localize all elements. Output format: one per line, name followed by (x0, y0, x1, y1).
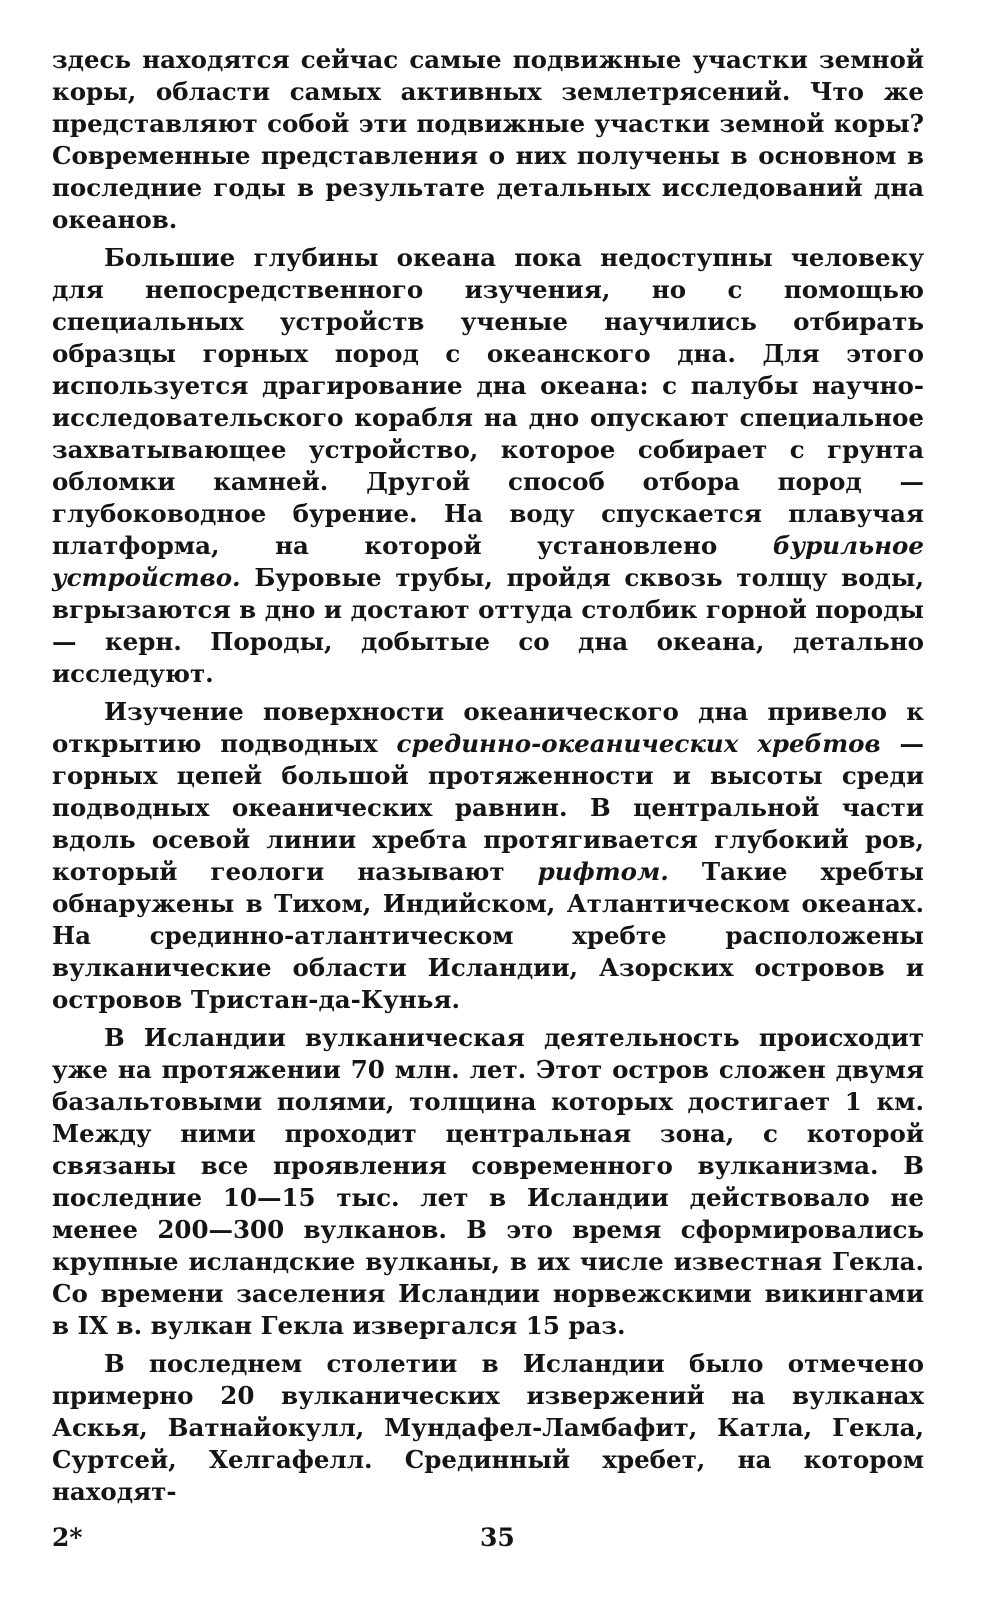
paragraph-5 (52, 1348, 924, 1508)
text-run: — горных цепей большой протяженности и высоты среди подводных океанических равнин. В центральной части вдоль осевой линии хребта протягивается глубокий ров, который геологи называют (52, 729, 924, 886)
paragraph-3 (52, 696, 924, 1016)
italic-term: рифтом. (537, 857, 669, 886)
text-run: Такие хребты обнаружены в Тихом, Индийском, Атлантическом океанах. На срединно-атлантическом хребте расположены вулканические области Исландии, Азорских островов и островов Тристан-да-Кунья. (52, 857, 924, 1014)
text-run: Большие глубины океана пока недоступны человеку для непосредственного изучения, но с помощью специальных устройств ученые научились отбирать образцы горных пород с океанского дна. Для этого используется драгирование дна океана: с палубы научно-исследовательского корабля на дно опускают специальное захватывающее устройство, которое собирает с грунта обломки камней. Другой способ отбора пород — глубоководное бурение. На воду спускается плавучая платформа, на которой установлено (52, 243, 924, 560)
text-run: здесь находятся сейчас самые подвижные участки земной коры, области самых активных землетрясений. Что же представляют собой эти подвижные участки земной коры? Современные представления о них получены в основном в последние годы в результате детальных исследований дна океанов. (52, 45, 924, 234)
italic-term: срединно-океанических хребтов (396, 729, 881, 758)
paragraph-1 (52, 44, 924, 236)
printer-signature-mark: 2* (52, 1523, 83, 1552)
text-run: Буровые трубы, пройдя сквозь толщу воды, вгрызаются в дно и достают оттуда столбик горной породы — керн. Породы, добытые со дна океана, детально исследуют. (52, 563, 924, 688)
page-footer (52, 1523, 924, 1557)
text-run: В последнем столетии в Исландии было отмечено примерно 20 вулканических извержений на вулканах Аскья, Ватнайокулл, Мундафел-Ламбафит, Катла, Гекла, Суртсей, Хелгафелл. Срединный хребет, на котором находят- (52, 1349, 924, 1506)
page-body (52, 44, 924, 1508)
paragraph-4 (52, 1022, 924, 1342)
paragraph-2 (52, 242, 924, 690)
page-number: 35 (480, 1523, 515, 1552)
text-run: Изучение поверхности океанического дна привело к открытию подводных (52, 697, 924, 758)
text-run: В Исландии вулканическая деятельность происходит уже на протяжении 70 млн. лет. Этот остров сложен двумя базальтовыми полями, толщина которых достигает 1 км. Между ними проходит центральная зона, с которой связаны все проявления современного вулканизма. В последние 10—15 тыс. лет в Исландии действовало не менее 200—300 вулканов. В это время сформировались крупные исландские вулканы, в их числе известная Гекла. Со времени заселения Исландии норвежскими викингами в IX в. вулкан Гекла извергался 15 раз. (52, 1023, 924, 1340)
italic-term: бурильное устройство. (52, 531, 924, 592)
